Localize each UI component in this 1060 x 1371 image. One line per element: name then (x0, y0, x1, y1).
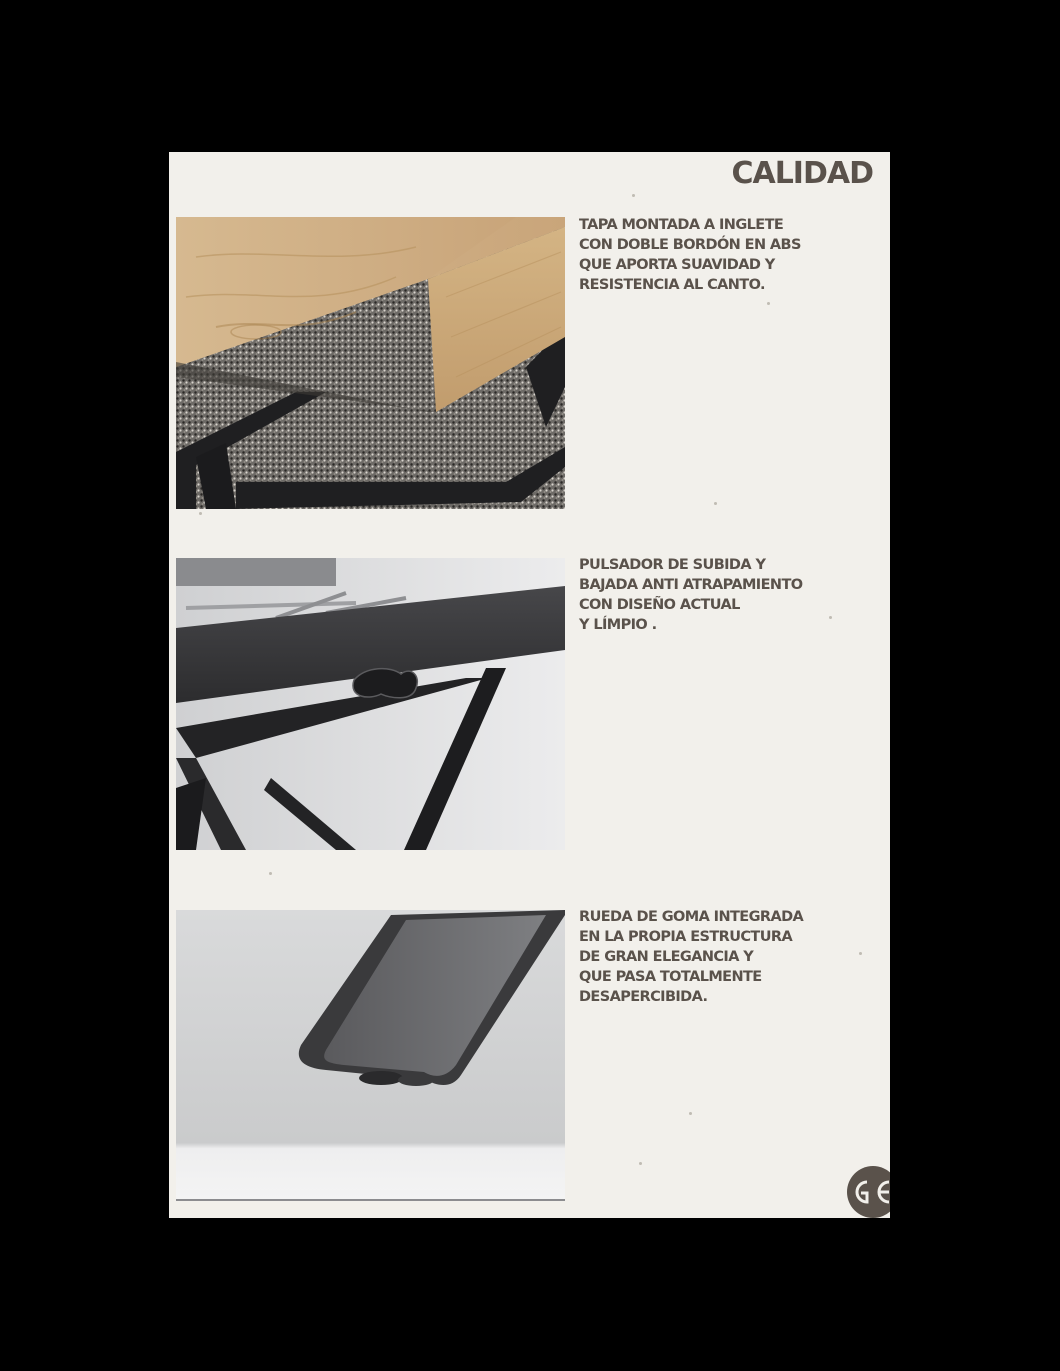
paper-speck (639, 1162, 642, 1165)
feature-line: PULSADOR DE SUBIDA Y (579, 557, 766, 573)
paper-speck (714, 502, 717, 505)
integrated-wheel-leg-photo (176, 910, 565, 1201)
feature-description-wheel (579, 907, 819, 1007)
paper-speck (632, 194, 635, 197)
feature-line: TAPA MONTADA A INGLETE (579, 217, 784, 233)
paper-speck (199, 512, 202, 515)
lift-button-frame-photo (176, 558, 565, 850)
feature-line: DESAPERCIBIDA. (579, 989, 708, 1005)
paper-speck (269, 872, 272, 875)
page-title: CALIDAD (731, 156, 873, 191)
paper-speck (829, 616, 832, 619)
feature-line: QUE PASA TOTALMENTE (579, 969, 762, 985)
feature-line: DE GRAN ELEGANCIA Y (579, 949, 754, 965)
feature-description-tabletop (579, 215, 819, 295)
oak-tabletop-corner-photo (176, 217, 565, 509)
feature-line: Y LÍMPIO . (579, 617, 657, 633)
feature-line: EN LA PROPIA ESTRUCTURA (579, 929, 793, 945)
catalog-page (169, 152, 890, 1218)
paper-speck (859, 952, 862, 955)
brand-logo-icon (845, 1164, 890, 1218)
paper-speck (767, 302, 770, 305)
feature-line: RUEDA DE GOMA INTEGRADA (579, 909, 804, 925)
feature-line: CON DOBLE BORDÓN EN ABS (579, 237, 801, 253)
feature-line: CON DISEÑO ACTUAL (579, 597, 740, 613)
feature-line: BAJADA ANTI ATRAPAMIENTO (579, 577, 803, 593)
paper-speck (689, 1112, 692, 1115)
feature-description-lift-button (579, 555, 819, 635)
feature-line: QUE APORTA SUAVIDAD Y (579, 257, 775, 273)
feature-line: RESISTENCIA AL CANTO. (579, 277, 765, 293)
